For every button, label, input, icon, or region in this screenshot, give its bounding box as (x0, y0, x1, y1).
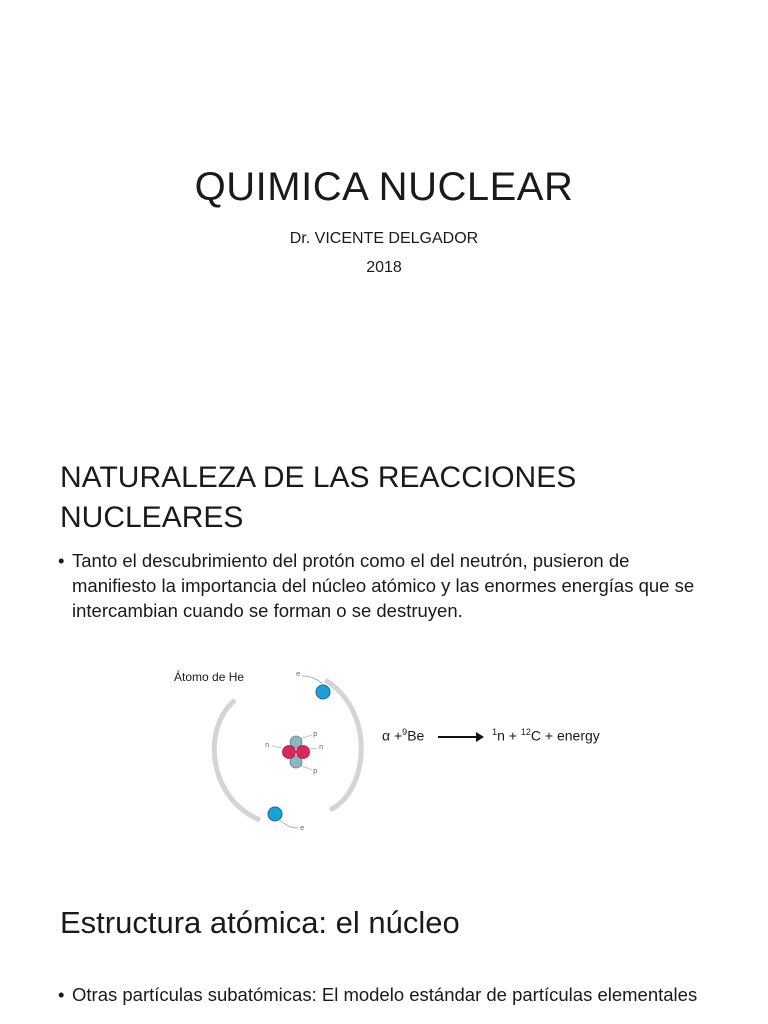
reactions-heading-line2: NUCLEARES (60, 501, 244, 534)
orbit-arc (214, 700, 260, 820)
alpha-symbol: α (382, 727, 391, 744)
neutron-label: n (265, 741, 270, 749)
neutron (297, 746, 310, 759)
orbit-arc (325, 680, 361, 810)
n-mass-number: 1 (492, 727, 498, 737)
electron (316, 685, 330, 699)
list-item (58, 548, 718, 623)
plus-sign: + (393, 727, 403, 744)
presentation-year: 2018 (366, 259, 402, 276)
plus-sign: + (544, 727, 554, 744)
electron-label: e (296, 670, 301, 678)
c-symbol: C (530, 727, 542, 744)
proton-label: p (313, 730, 318, 738)
be-symbol: Be (407, 727, 425, 744)
c-mass-number: 12 (520, 727, 531, 737)
bullet-marker: • (58, 550, 65, 571)
electron (268, 807, 282, 821)
list-item (58, 982, 718, 1007)
structure-slide (0, 870, 768, 1024)
reaction-arrow-icon (438, 736, 478, 738)
nuclear-reaction-equation (382, 727, 600, 744)
reactions-bullet-list (58, 548, 718, 623)
atom-label: Átomo de He (174, 670, 245, 684)
presentation-title: QUIMICA NUCLEAR (194, 165, 574, 209)
structure-heading: Estructura atómica: el núcleo (60, 905, 460, 940)
energy-term: energy (556, 727, 600, 744)
neutron-label: n (319, 743, 324, 751)
bullet-text: Otras partículas subatómicas: El modelo estándar de partículas elementales (72, 984, 698, 1005)
n-symbol: n (497, 727, 505, 744)
bullet-marker: • (58, 984, 65, 1005)
reactions-heading (60, 458, 720, 538)
be-mass-number: 9 (402, 727, 408, 737)
neutron (283, 746, 296, 759)
reactions-slide (0, 430, 768, 870)
plus-sign: + (508, 727, 517, 744)
helium-atom-figure (170, 650, 610, 830)
helium-atom-diagram (200, 650, 380, 830)
structure-bullet-list (58, 982, 718, 1007)
reactions-heading-line1: NATURALEZA DE LAS REACCIONES (60, 461, 577, 494)
electron-label: e (300, 824, 305, 830)
author-name: Dr. VICENTE DELGADOR (289, 230, 479, 247)
proton-label: p (313, 767, 318, 775)
bullet-text: Tanto el descubrimiento del protón como el del neutrón, pusieron de manifiesto la importancia del núcleo atómico y las enormes energías que se intercambian cuando se forman o se destruyen. (72, 550, 695, 621)
title-slide (0, 0, 768, 430)
